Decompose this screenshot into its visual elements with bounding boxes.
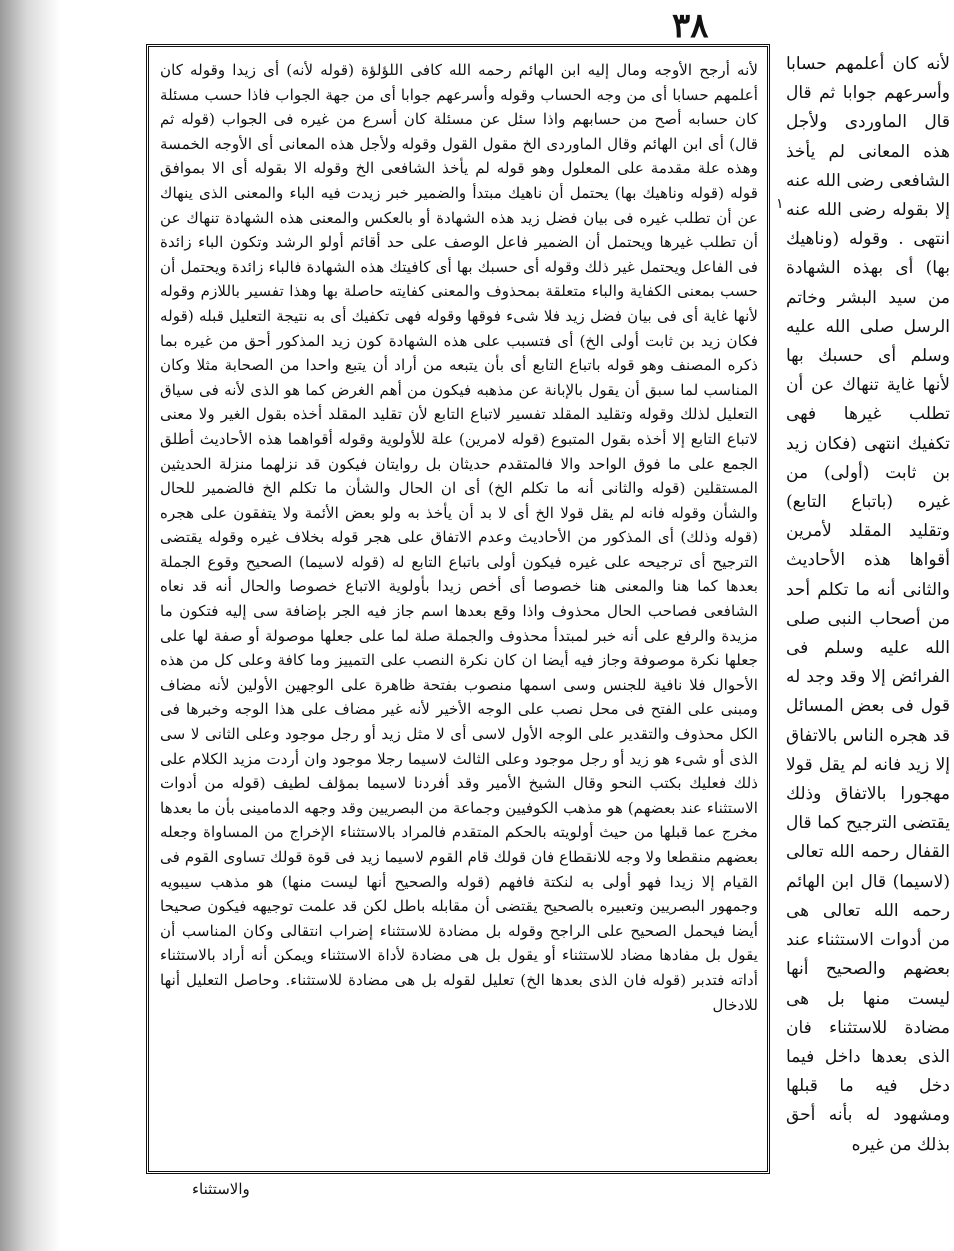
commentary-paragraph: لأنه أرجح الأوجه ومال إليه ابن الهائم رحمه الله كافى اللؤلؤة (قوله لأنه) أى زيدا وقوله كان أعلمهم حسابا أى من وجه الحساب وقوله وأسرعهم جوابا أى من جهة الجواب فاذا حسب مسئلة كان حسابه أصح من حسابهم واذا سئل عن مسئلة كان أسرع من غيره فى الجواب (قوله ثم قال) أى ابن الهائم وقال الماوردى الخ مقول القول وقوله ولأجل هذه المعانى أى الأوجه الخمسة وهذه علة مقدمة على المعلول وهو قوله لم يأخذ الشافعى الخ وقوله الا بقوله أى الا بموافق قوله (قوله وناهيك بها) يحتمل أن ناهيك مبتدأ والضمير خبر زيدت فيه الباء والمعنى الذى ينهاك عن أن تطلب غيره فى بيان فضل زيد هذه الشهادة أو بالعكس والمعنى هذه الشهادة تنهاك عن أن تطلب غيرها ويحتمل أن الضمير فاعل الوصف على حد أقائم أولو الرشد وتكون الباء زائدة فى الفاعل ويحتمل غير ذلك وقوله أى حسبك بها أى كافيتك هذه الشهادة فالباء زائدة ويحتمل أن حسب بمعنى الكفاية والباء متعلقة بمحذوف والمعنى كفايته حاصلة بها وهذا تفسير باللازم وقوله لأنها غاية أى فى بيان فضل زيد فلا شىء فوقها وقوله فهى تكفيك أى به نتيجة التعليل قبله (قوله فكان زيد بن ثابت أولى الخ) أى فتسبب على هذه الشهادة كون زيد المذكور أحق من غيره بما ذكره المصنف وهو قوله باتباع التابع أى بأن يتبعه من أراد أن يتبع واحدا من الصحابة مثلا وكان المناسب لما سبق أن يقول بالإبانة عن مذهبه فيكون من أهم الغرض كما هو الذى لأنه فى سياق التعليل لذلك وقوله وتقليد المقلد تفسير لاتباع التابع لأن تقليد المقلد أخذه بقول الغير ولا معنى لاتباع التابع إلا أخذه بقول المتبوع (قوله لامرين) علة للأولوية وقوله أقواهما هذه الأحاديث أطلق الجمع على ما فوق الواحد والا فالمتقدم حديثان بل روايتان فيكون قد نزلهما منزلة الحديثين المستقلين (قوله والثانى أنه ما تكلم الخ) أى ان الحال والشأن ما تكلم الخ فالضمير للحال والشأن وقوله فانه لم يقل قولا الخ أى لا بد أن يأخذ به ولو بعض الأئمة ولا يتفقون على هجره (قوله وذلك) أى المذكور من الأحاديث وعدم الاتفاق على هجر قوله بخلاف غيره وقوله يقتضى الترجيح أى ترجيحه على غيره فيكون أولى باتباع التابع له (قوله لاسيما) الصحيح وقوع الجملة بعدها كما هنا والمعنى هنا خصوصا أى أخص زيدا بأولوية الاتباع خصوصا والحال أنه قد نعاه الشافعى فصاحب الحال محذوف واذا وقع بعدها اسم جاز فيه الجر بإضافة سى إليه فتكون ما مزيدة والرفع على أنه خبر لمبتدأ محذوف والجملة صلة لما على جعلها موصولة أو صفة لها على جعلها نكرة موصوفة وجاز فيه أيضا ان كان نكرة النصب على التمييز وما كافة وعلى كل من هذه الأحوال فلا نافية للجنس وسى اسمها منصوب بفتحة ظاهرة على الوجهين الأولين لأنه مضاف ومبنى على الفتح فى محل نصب على الوجه الأخير لأنه غير مضاف على هذا الوجه وخبرها فى الكل محذوف والتقدير على الوجه الأول لاسى أى لا مثل زيد أو رجل موجود وعلى الثانى لا سى الذى أو شىء هو زيد أو رجل موجود وعلى الثالث لاسيما رجلا موجود وان أردت مزيد الكلام على ذلك فعليك بكتب النحو وقال الشيخ الأمير وقد أفردنا لاسيما بمؤلف لطيف (قوله من أدوات الاستثناء عند بعضهم) هو مذهب الكوفيين وجماعة من البصريين وقد وجهه الدمامينى بأن ما بعدها مخرج عما قبلها من حيث أولويته بالحكم المتقدم فالمراد بالاستثناء الإخراج من المساواة وجعله بعضهم منقطعا ولا وجه للانقطاع فان قولك قام القوم لاسيما زيد فى قوة قولك تساوى القوم فى القيام إلا زيدا فهو أولى به لنكتة فافهم (قوله والصحيح أنها ليست منها) هو مذهب سيبويه وجمهور البصريين وتعبيره بالصحيح يقتضى أن مقابله باطل لكن قد علمت توجيهه فيكون صحيحا أيضا فيحمل الصحيح على الراجح وقوله بل مضادة للاستثناء إضراب انتقالى وكان المناسب أن يقول بل مفادها مضاد للاستثناء أو يقول بل هى مضادة لأداة الاستثناء ويمكن أنه أراد بالاستثناء أداته فتدبر (قوله فان الذى بعدها الخ) تعليل لقوله بل هى مضادة للاستثناء. وحاصل التعليل أنها للادخال (160, 61, 758, 1014)
margin-paragraph: لأنه كان أعلمهم حسابا وأسرعهم جوابا ثم قال قال الماوردى ولأجل هذه المعانى لم يأخذ الشافعى رضى الله عنه إلا بقوله رضى الله عنه انتهى . وقوله (وناهيك بها) أى بهذه الشهادة من سيد البشر وخاتم الرسل صلى الله عليه وسلم أى حسبك بها لأنها غاية تنهاك عن أن تطلب غيرها فهى تكفيك انتهى (فكان زيد بن ثابت (أولى) من غيره (باتباع التابع) وتقليد المقلد لأمرين أقواها هذه الأحاديث والثانى أنه ما تكلم أحد من أصحاب النبى صلى الله عليه وسلم فى الفرائض إلا وقد وجد له قول فى بعض المسائل قد هجره الناس بالاتفاق إلا زيد فانه لم يقل قولا مهجورا بالاتفاق وذلك يقتضى الترجيح كما قال القفال رحمه الله تعالى (لاسيما) قال ابن الهائم رحمه الله تعالى هى من أدوات الاستثناء عند بعضهم والصحيح أنها ليست منها بل هى مضادة للاستثناء فان الذى بعدها داخل فيما دخل فيه ما قبلها ومشهود له بأنه أحق بذلك من غيره (786, 54, 950, 1155)
catchword: والاستثناء (192, 1180, 250, 1198)
margin-text-block (786, 50, 950, 1200)
page-number: ٣٨ (672, 6, 709, 46)
page-edge-shadow (0, 0, 60, 1251)
commentary-text-block (160, 58, 758, 1168)
margin-note-marker: ١ (776, 196, 784, 212)
